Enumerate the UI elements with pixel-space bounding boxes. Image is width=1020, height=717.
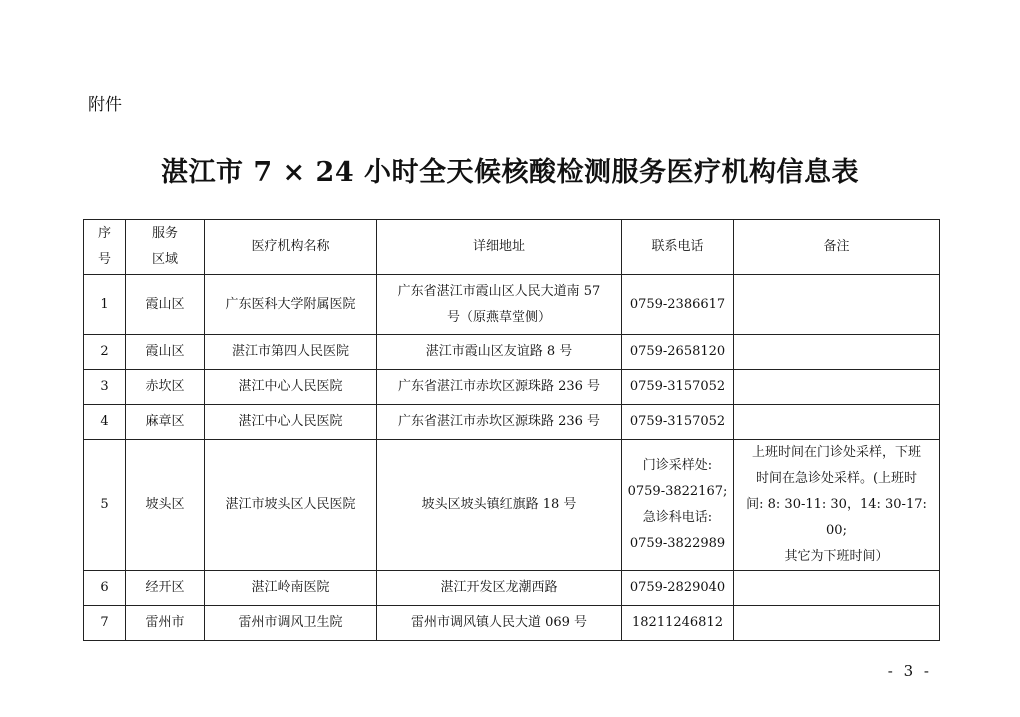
cell-phone: 18211246812 xyxy=(622,606,734,641)
attachment-label: 附件 xyxy=(88,95,122,115)
cell-address: 湛江市霞山区友谊路 8 号 xyxy=(377,335,622,370)
header-address: 详细地址 xyxy=(377,220,622,275)
institution-table xyxy=(83,219,940,641)
table-row xyxy=(84,440,940,571)
cell-note xyxy=(734,405,940,440)
cell-note xyxy=(734,571,940,606)
cell-phone: 0759-2829040 xyxy=(622,571,734,606)
header-phone: 联系电话 xyxy=(622,220,734,275)
cell-name: 湛江中心人民医院 xyxy=(205,370,377,405)
cell-name: 湛江市坡头区人民医院 xyxy=(205,440,377,571)
cell-index: 3 xyxy=(84,370,126,405)
cell-region: 赤坎区 xyxy=(126,370,205,405)
cell-note xyxy=(734,370,940,405)
header-index: 序 号 xyxy=(84,220,126,275)
cell-note: 上班时间在门诊处采样，下班 时间在急诊处采样。(上班时 间: 8: 30-11: 30，14: 30-17: 00; 其它为下班时间） xyxy=(734,440,940,571)
cell-phone: 门诊采样处: 0759-3822167; 急诊科电话: 0759-3822989 xyxy=(622,440,734,571)
cell-index: 4 xyxy=(84,405,126,440)
cell-region: 坡头区 xyxy=(126,440,205,571)
table-row xyxy=(84,405,940,440)
cell-region: 雷州市 xyxy=(126,606,205,641)
header-region: 服务 区域 xyxy=(126,220,205,275)
cell-region: 麻章区 xyxy=(126,405,205,440)
cell-index: 7 xyxy=(84,606,126,641)
table-row xyxy=(84,370,940,405)
table-row xyxy=(84,275,940,335)
cell-address: 雷州市调风镇人民大道 069 号 xyxy=(377,606,622,641)
cell-phone: 0759-2386617 xyxy=(622,275,734,335)
document-title: 湛江市 7 × 24 小时全天候核酸检测服务医疗机构信息表 xyxy=(160,157,860,188)
cell-name: 湛江市第四人民医院 xyxy=(205,335,377,370)
cell-address: 坡头区坡头镇红旗路 18 号 xyxy=(377,440,622,571)
cell-phone: 0759-3157052 xyxy=(622,370,734,405)
cell-region: 经开区 xyxy=(126,571,205,606)
cell-region: 霞山区 xyxy=(126,275,205,335)
table-row xyxy=(84,606,940,641)
cell-phone: 0759-2658120 xyxy=(622,335,734,370)
cell-index: 5 xyxy=(84,440,126,571)
cell-address: 广东省湛江市霞山区人民大道南 57 号（原燕草堂侧） xyxy=(377,275,622,335)
cell-note xyxy=(734,335,940,370)
cell-phone: 0759-3157052 xyxy=(622,405,734,440)
cell-name: 广东医科大学附属医院 xyxy=(205,275,377,335)
cell-address: 湛江开发区龙潮西路 xyxy=(377,571,622,606)
page-number: - 3 - xyxy=(887,662,932,680)
header-note: 备注 xyxy=(734,220,940,275)
cell-region: 霞山区 xyxy=(126,335,205,370)
cell-name: 雷州市调风卫生院 xyxy=(205,606,377,641)
table-row xyxy=(84,335,940,370)
cell-name: 湛江岭南医院 xyxy=(205,571,377,606)
cell-index: 6 xyxy=(84,571,126,606)
cell-index: 1 xyxy=(84,275,126,335)
cell-note xyxy=(734,275,940,335)
cell-note xyxy=(734,606,940,641)
table-header-row xyxy=(84,220,940,275)
cell-index: 2 xyxy=(84,335,126,370)
cell-address: 广东省湛江市赤坎区源珠路 236 号 xyxy=(377,405,622,440)
cell-address: 广东省湛江市赤坎区源珠路 236 号 xyxy=(377,370,622,405)
cell-name: 湛江中心人民医院 xyxy=(205,405,377,440)
header-name: 医疗机构名称 xyxy=(205,220,377,275)
table-row xyxy=(84,571,940,606)
